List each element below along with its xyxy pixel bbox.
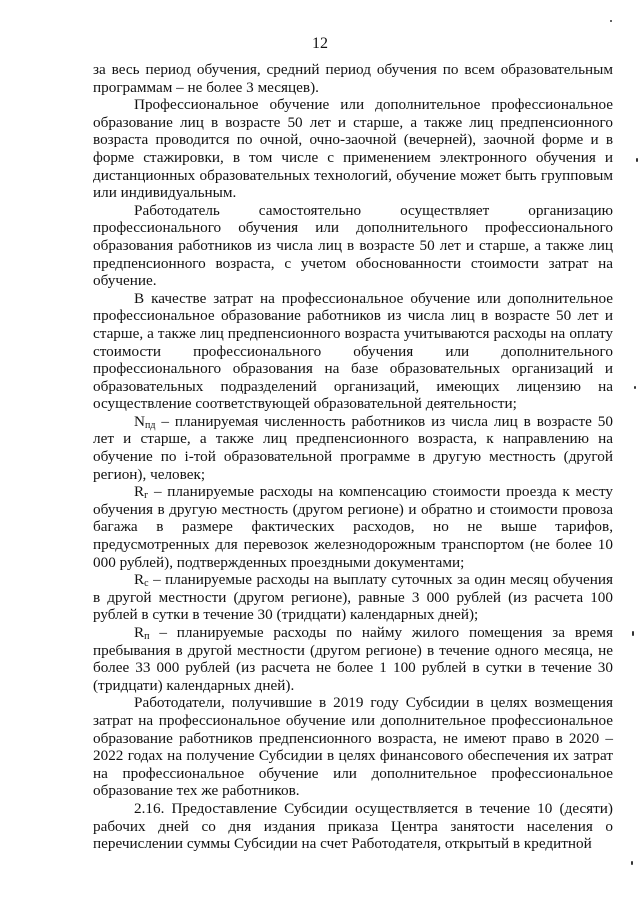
variable-definition-rc: $R_с$ – планируемые расходы на выплату суточных за один месяц обучения в другой местности (другом регионе), равные 3 000 рублей (из расчета 100 рублей в сутки в течение 30 (тридцати) календарных дней);	[93, 571, 613, 624]
variable-symbol: $R_п$	[134, 624, 150, 642]
paragraph-training-forms: Профессиональное обучение или дополнительное профессиональное образование лиц в возрасте 50 лет и старше, а также лиц предпенсионного возраста проводится по очной, очно-заочной (вечерней), заочной форме и в форме стажировки, в том числе с применением электронного обучения и дистанционных образовательных технологий, обучение может быть групповым или индивидуальным.	[93, 96, 613, 202]
paragraph-2019-recipients: Работодатели, получившие в 2019 году Субсидии в целях возмещения затрат на профессиональное обучение или дополнительное профессиональное образование работников предпенсионного возраста, не имеют право в 2020 – 2022 годах на получение Субсидии в целях финансового обеспечения их затрат на профессиональное обучение или дополнительное профессиональное образование тех же работников.	[93, 694, 613, 800]
variable-symbol: $R_с$	[134, 571, 149, 590]
scan-speck	[636, 158, 638, 162]
paragraph-2-16: 2.16. Предоставление Субсидии осуществляется в течение 10 (десяти) рабочих дней со дня издания приказа Центра занятости населения о перечислении суммы Субсидии на счет Работодателя, открытый в кредитной	[93, 799, 613, 853]
scan-speck	[634, 386, 636, 389]
paragraph-employer-organizes: Работодатель самостоятельно осуществляет организацию профессионального обучения или дополнительного профессионального образования работников из числа лиц в возрасте 50 лет и старше, а также лиц предпенсионного возраста, с учетом обоснованности стоимости затрат на обучение.	[93, 201, 613, 290]
paragraph-training-costs: В качестве затрат на профессиональное обучение или дополнительное профессиональное образование работников из числа лиц в возрасте 50 лет и старше, а также лиц предпенсионного возраста учитываются расходы на оплату стоимости профессионального обучения или дополнительного профессионального образования на базе образовательных организаций и образовательных подразделений организаций, имеющих лицензию на осуществление соответствующей образовательной деятельности;	[93, 289, 613, 413]
paragraph-continuation: за весь период обучения, средний период обучения по всем образовательным программам – не более 3 месяцев).	[93, 61, 613, 96]
scan-speck	[632, 631, 634, 636]
variable-definition-rg: $R_г$ – планируемые расходы на компенсацию стоимости проезда к месту обучения в другую местность (другом регионе) и обратно и стоимости провоза багажа в размере фактических расходов, но не выше тарифов, предусмотренных для перевозок железнодорожным транспортом (не более 10 000 рублей), подтвержденных проездными документами;	[93, 483, 613, 571]
variable-definition-rp: $R_п$ – планируемые расходы по найму жилого помещения за время пребывания в другой местности (другом регионе) в течение одного месяца, не более 33 000 рублей (из расчета не более 1 100 рублей в сутки в течение 30 (тридцати) календарных дней).	[93, 624, 613, 694]
page-number: 12	[312, 35, 328, 52]
scan-speck	[610, 20, 612, 22]
document-body	[93, 61, 613, 853]
scan-speck	[631, 861, 633, 865]
variable-symbol: $N_{пд}$	[134, 412, 156, 431]
variable-definition-npd: $N_{пд}$ – планируемая численность работников из числа лиц в возрасте 50 лет и старше, а также лиц предпенсионного возраста, к направлению на обучение по i-той образовательной программе в другую местность (другой регион), человек;	[93, 412, 613, 483]
variable-symbol: $R_г$	[134, 483, 149, 502]
